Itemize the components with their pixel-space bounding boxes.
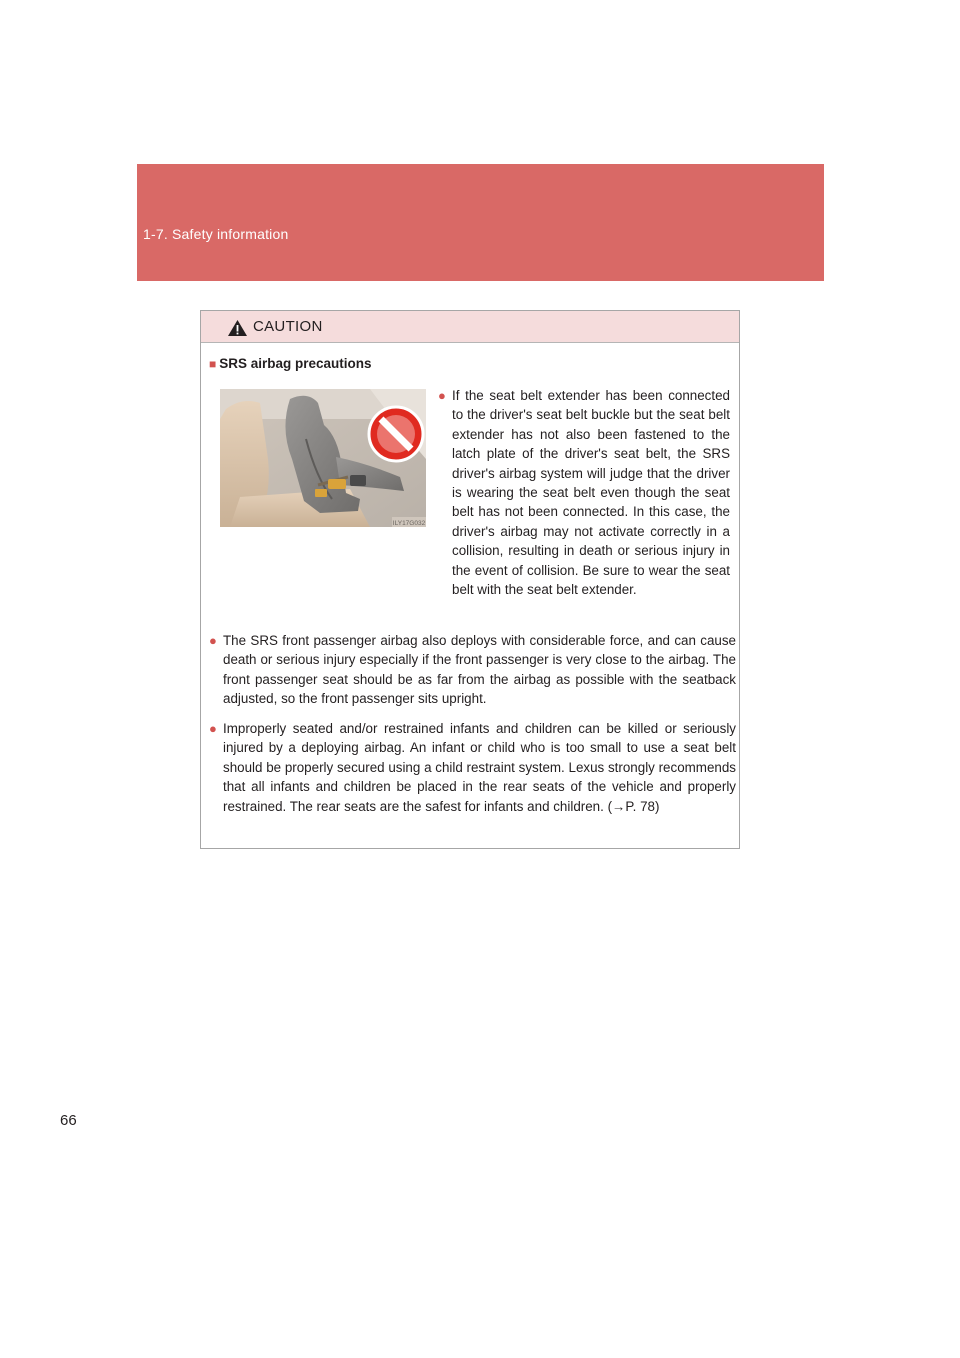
bullet-text: The SRS front passenger airbag also deploys with considerable force, and can cause death or serious injury especially if the front passenger is very close to the airbag. The front passenger seat should be as far from the airbag as possible with the seatback adjusted, so the front passenger sits upright. [223,633,736,707]
bullet-dot-icon: ● [209,721,217,736]
image-code: ILY17G032 [392,520,426,527]
caution-box [200,310,740,849]
bullet-dot-icon: ● [209,633,217,648]
section-title: 1-7. Safety information [143,226,289,242]
bullet-item [209,719,736,816]
header-band [137,164,824,281]
caution-label: CAUTION [253,318,323,335]
bullet-text: Improperly seated and/or restrained infants and children can be killed or seriously injured by a deploying airbag. An infant or child who is too small to use a seat belt should be properly secured using a child restraint system. Lexus strongly recommends that all infants and children be placed in the rear seats of the vehicle and properly restrained. The rear seats are the safest for infants and children. (→P. 78) [223,721,736,814]
square-bullet-icon: ■ [209,357,217,371]
warning-icon [227,319,248,337]
bullet-item [438,386,730,599]
subheading-text: SRS airbag precautions [219,356,372,371]
caution-header [201,311,739,343]
bullet-dot-icon: ● [438,388,446,403]
page-number: 66 [60,1112,77,1129]
bullet-text: If the seat belt extender has been connected to the driver's seat belt buckle but the seat belt extender has not also been fastened to the latch plate of the driver's seat belt, the SRS driver's airbag system will judge that the driver is wearing the seat belt even though the seat belt has not been connected. In this case, the driver's airbag may not activate correctly in a collision, resulting in death or serious injury in the event of collision. Be sure to wear the seat belt with the seat belt extender. [452,388,730,598]
seat-belt-extender-illustration [220,389,426,527]
bullet-item [209,631,736,709]
subheading [209,356,372,371]
